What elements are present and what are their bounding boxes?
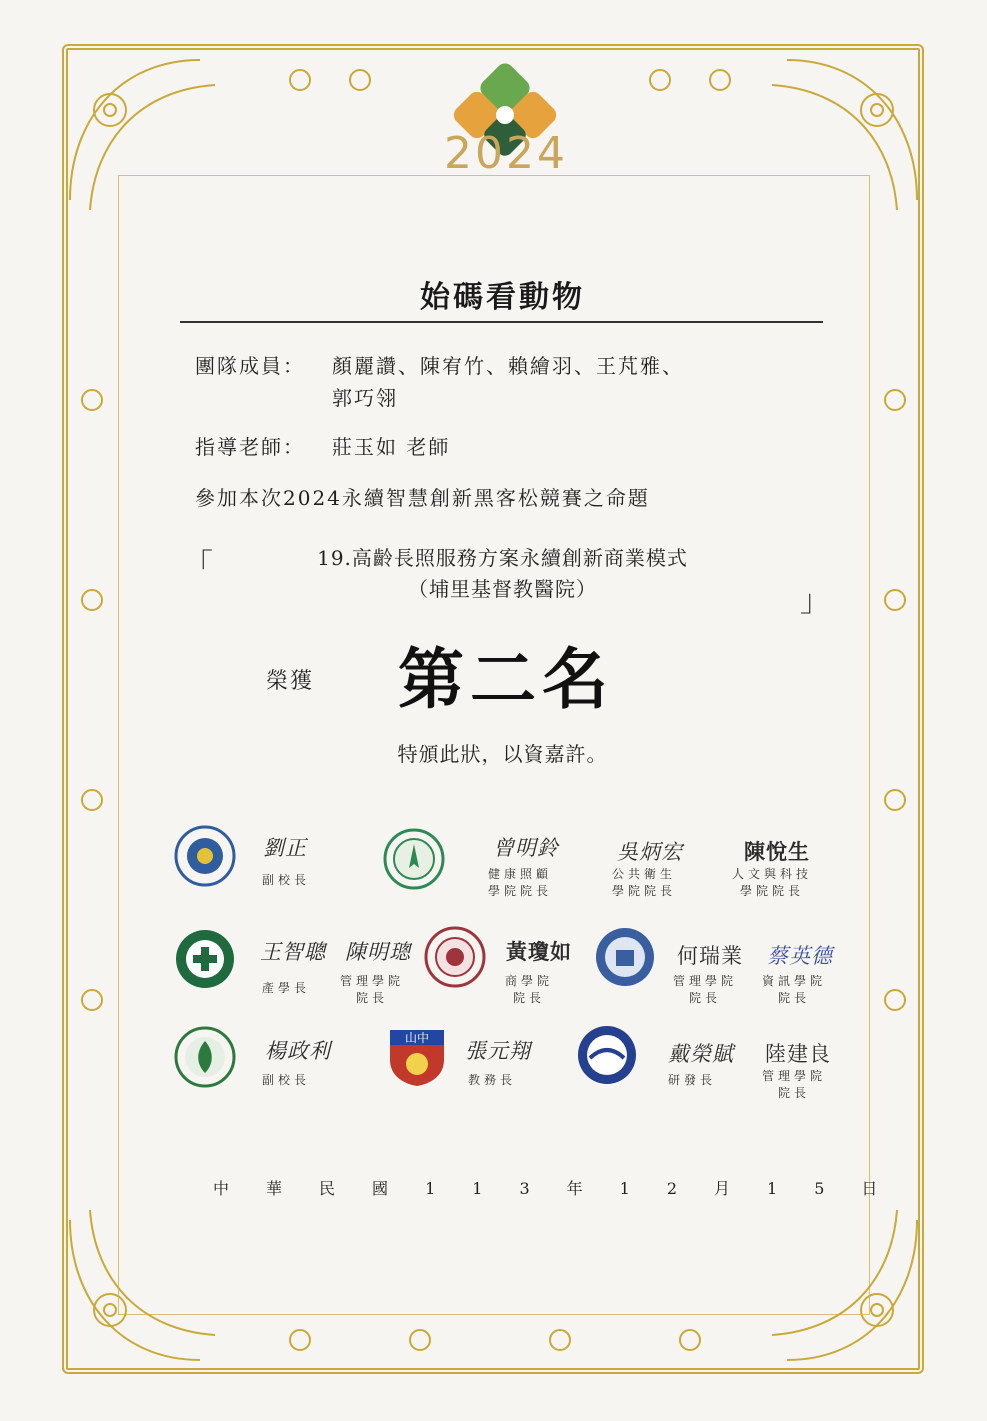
signatory-title-6: 管理學院 院長 (340, 974, 405, 1005)
signatory-title-2: 健康照顧 學院院長 (488, 867, 553, 898)
signatory-title-10: 副校長 (262, 1073, 311, 1087)
badge-top-text: 山中 (404, 1031, 430, 1045)
signature-11: 張元翔 (465, 1039, 531, 1063)
team-members-line2: 郭巧翎 (332, 386, 398, 410)
chung-shan-medical-university-badge-icon (386, 1026, 448, 1088)
signatory-title-1: 副校長 (262, 873, 311, 887)
china-medical-university-seal-icon (383, 828, 445, 890)
event-logo-year: 2024 (444, 128, 568, 179)
signatory-title-7: 商學院 院長 (505, 974, 554, 1005)
signature-6: 陳明璁 (345, 940, 411, 964)
award-rank: 第二名 (398, 640, 614, 718)
signatory-title-11: 教務長 (468, 1073, 517, 1087)
signatory-title-8: 管理學院 院長 (673, 974, 738, 1005)
advisor-name: 莊玉如 老師 (332, 435, 451, 459)
signatory-title-13: 管理學院 院長 (762, 1069, 827, 1100)
university-seal-red-icon (424, 926, 486, 988)
signature-2: 曾明鈴 (493, 836, 559, 860)
hung-kuang-university-seal-icon (174, 1026, 236, 1088)
advisor-label: 指導老師： (195, 435, 305, 459)
team-members-label: 團隊成員： (195, 354, 305, 378)
signature-1: 劉正 (263, 836, 307, 860)
title-divider (180, 321, 823, 323)
national-chi-nan-university-seal-icon (576, 1024, 638, 1086)
signature-4: 陳悅生 (744, 839, 810, 864)
providence-university-seal-icon (594, 926, 656, 988)
team-name-title: 始碼看動物 (420, 280, 585, 315)
signature-3: 吳炳宏 (617, 840, 683, 864)
close-bracket: 」 (800, 584, 830, 619)
tunghai-university-seal-icon (174, 825, 236, 887)
topic-line2: （埔里基督教醫院） (408, 577, 597, 601)
award-prefix: 榮獲 (266, 669, 315, 694)
issue-date: 中 華 民 國 1 1 3 年 1 2 月 1 5 日 (213, 1179, 878, 1198)
signatory-title-3: 公共衛生 學院院長 (612, 867, 677, 898)
signatory-title-4: 人文與科技 學院院長 (732, 867, 813, 898)
signature-8: 何瑞業 (677, 944, 743, 968)
signatory-title-5: 產學長 (262, 981, 311, 995)
signature-9: 蔡英德 (767, 944, 833, 968)
signatory-title-12: 研發長 (668, 1073, 717, 1087)
signature-7: 黃瓊如 (506, 939, 572, 964)
signatory-title-9: 資訊學院 院長 (762, 974, 827, 1005)
team-members-line1: 顏麗讚、陳宥竹、賴繪羽、王芃雅、 (332, 354, 684, 378)
open-bracket: 「 (183, 548, 213, 583)
participation-statement: 參加本次2024永續智慧創新黑客松競賽之命題 (195, 486, 650, 510)
topic-line1: 19.高齡長照服務方案永續創新商業模式 (317, 546, 688, 570)
closing-statement: 特頒此狀，以資嘉許。 (397, 742, 608, 766)
university-seal-cross-icon (174, 928, 236, 990)
signature-5: 王智聰 (260, 940, 326, 964)
signature-12: 戴榮賦 (668, 1042, 734, 1066)
signature-13: 陸建良 (765, 1042, 831, 1066)
signature-10: 楊政利 (265, 1039, 331, 1063)
